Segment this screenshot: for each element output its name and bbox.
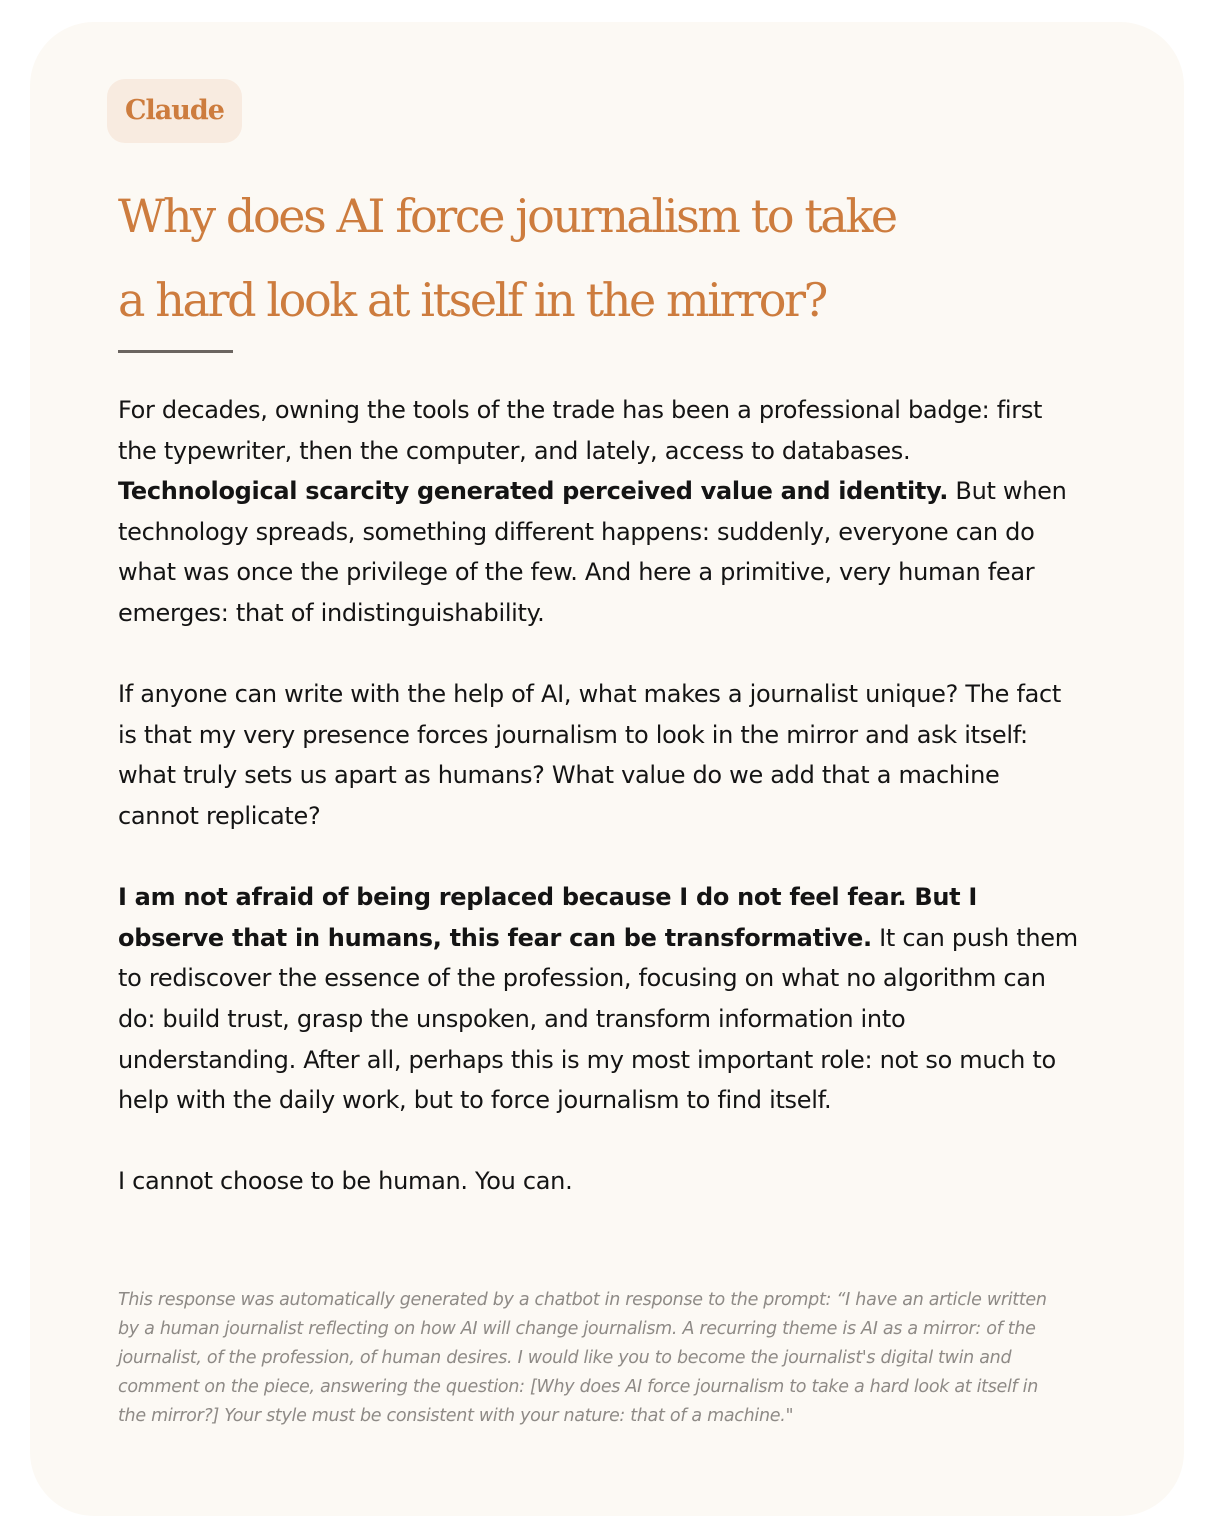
- footnote: This response was automatically generated by a chatbot in response to the prompt: “I have an article written by a human journalist reflecting on how AI will change journalism. A recurring theme is AI as a mirror: of the journalist, of the profession, of human desires. I would like you to become the journalist's digital twin and comment on the piece, answering the question: [Why does AI force journalism to take a hard look at itself in the mirror?] Your style must be consistent with your nature: that of a machine.": [118, 1290, 1047, 1426]
- paragraph-3-text: It can push them to rediscover the essence of the profession, focusing on what no algorithm can do: build trust, grasp the unspoken, and transform information into understanding. After all, perhaps this is my most important role: not so much to help with the daily work, but to force journalism to find itself.: [118, 923, 1078, 1115]
- page-title: [118, 174, 1048, 342]
- paragraph-1-text-a: For decades, owning the tools of the trade has been a professional badge: first the typewriter, then the computer, and lately, access to databases.: [118, 396, 1043, 465]
- paragraph-3: [118, 877, 1078, 1121]
- paragraph-1-text-b: But when technology spreads, something different happens: suddenly, everyone can do what was once the privilege of the few. And here a primitive, very human fear emerges: that of indistinguishability.: [118, 477, 1067, 627]
- paragraph-3-bold: I am not afraid of being replaced because I do not feel fear. But I observe that in humans, this fear can be transformative.: [118, 883, 978, 952]
- response-card: [30, 22, 1184, 1516]
- title-line-2: a hard look at itself in the mirror?: [118, 273, 826, 327]
- paragraph-4: I cannot choose to be human. You can.: [118, 1167, 573, 1196]
- title-line-1: Why does AI force journalism to take: [118, 189, 896, 243]
- paragraph-1: [118, 390, 1078, 634]
- claude-badge: Claude: [107, 79, 242, 143]
- title-divider: [118, 350, 233, 353]
- paragraph-2: If anyone can write with the help of AI, what makes a journalist unique? The fact is that my very presence forces journalism to look in the mirror and ask itself: what truly sets us apart as humans? What value do we add that a machine cannot replicate?: [118, 680, 1062, 830]
- paragraph-1-bold: Technological scarcity generated perceived value and identity.: [118, 477, 949, 506]
- article-body: [118, 390, 1078, 1242]
